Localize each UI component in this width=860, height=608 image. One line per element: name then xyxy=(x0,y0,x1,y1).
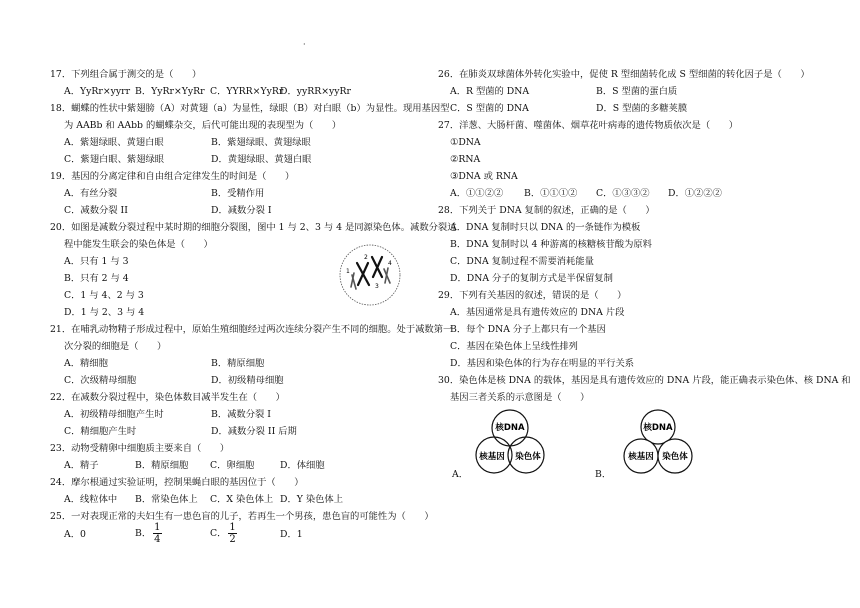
q27-item-3: ③DNA 或 RNA xyxy=(450,171,518,182)
q23-option-d[interactable]: D．体细胞 xyxy=(280,460,325,471)
q29-stem: 29．下列有关基因的叙述，错误的是（ ） xyxy=(438,290,627,301)
q30-stem-2: 基因三者关系的示意图是（ ） xyxy=(450,392,590,403)
fraction-c-numerator: 1 xyxy=(229,522,236,533)
q22-option-a[interactable]: A．初级精母细胞产生时 xyxy=(64,409,164,420)
q26-option-c[interactable]: C．S 型菌的 DNA xyxy=(450,103,529,114)
chromosome-label-4: 4 xyxy=(388,260,392,267)
q17-stem: 17．下列组合属于测交的是（ ） xyxy=(50,69,202,80)
q21-option-b[interactable]: B．精原细胞 xyxy=(211,358,265,369)
q18-option-d[interactable]: D．黄翅绿眼、黄翅白眼 xyxy=(211,154,312,165)
q25-stem: 25．一对表现正常的夫妇生有一患色盲的儿子，若再生一个男孩，患色盲的可能性为（ ） xyxy=(50,511,434,522)
q22-option-c[interactable]: C．精细胞产生时 xyxy=(64,426,137,437)
venn-a-gene-label: 核基因 xyxy=(479,452,505,462)
q27-option-b[interactable]: B．①①①② xyxy=(524,188,578,199)
q24-option-a[interactable]: A．线粒体中 xyxy=(64,494,118,505)
fraction-b-denominator: 4 xyxy=(154,534,161,545)
venn-diagram-b xyxy=(608,408,708,480)
q28-option-b[interactable]: B．DNA 复制时以 4 种游离的核糖核苷酸为原料 xyxy=(450,239,652,250)
q22-option-b[interactable]: B．减数分裂 I xyxy=(211,409,271,420)
q28-option-a[interactable]: A．DNA 复制时只以 DNA 的一条链作为模板 xyxy=(450,222,641,233)
q27-option-d[interactable]: D．①②②② xyxy=(668,188,722,199)
q24-stem: 24．摩尔根通过实验证明，控制果蝇白眼的基因位于（ ） xyxy=(50,477,304,488)
q19-option-c[interactable]: C．减数分裂 II xyxy=(64,205,128,216)
q27-item-1: ①DNA xyxy=(450,137,481,148)
chromosome-label-2: 2 xyxy=(364,254,368,261)
venn-a-dna-label: 核DNA xyxy=(495,423,525,433)
chromosome-label-3: 3 xyxy=(375,283,379,290)
fraction-b-numerator: 1 xyxy=(154,522,161,533)
q21-option-c[interactable]: C．次级精母细胞 xyxy=(64,375,137,386)
q27-option-c[interactable]: C．①③③② xyxy=(596,188,650,199)
q22-stem: 22．在减数分裂过程中，染色体数目减半发生在（ ） xyxy=(50,392,285,403)
q20-stem-2: 程中能发生联会的染色体是（ ） xyxy=(64,239,213,250)
q26-option-b[interactable]: B．S 型菌的蛋白质 xyxy=(596,86,678,97)
q25-option-a[interactable]: A．0 xyxy=(64,529,86,540)
q20-option-d[interactable]: D．1 与 2、3 与 4 xyxy=(64,307,145,318)
q27-stem: 27．洋葱、大肠杆菌、噬菌体、烟草花叶病毒的遗传物质依次是（ ） xyxy=(438,120,739,131)
q21-stem-2: 次分裂的细胞是（ ） xyxy=(64,341,167,352)
q23-option-a[interactable]: A．精子 xyxy=(64,460,99,471)
q22-option-d[interactable]: D．减数分裂 II 后期 xyxy=(211,426,297,437)
venn-diagram-a xyxy=(460,408,560,480)
q17-option-d[interactable]: D．yyRR×yyRr xyxy=(280,86,351,97)
q23-stem: 23．动物受精卵中细胞质主要来自（ ） xyxy=(50,443,230,454)
q30-option-a[interactable]: A． xyxy=(452,469,469,480)
venn-b-chromosome-label: 染色体 xyxy=(662,452,688,462)
q29-option-b[interactable]: B．每个 DNA 分子上都只有一个基因 xyxy=(450,324,606,335)
q28-stem: 28．下列关于 DNA 复制的叙述，正确的是（ ） xyxy=(438,205,655,216)
cell-division-diagram xyxy=(338,243,402,307)
q25-option-c-label: C． xyxy=(210,528,227,539)
venn-a-chromosome-label: 染色体 xyxy=(515,452,541,462)
q29-option-c[interactable]: C．基因在染色体上呈线性排列 xyxy=(450,341,578,352)
q28-option-c[interactable]: C．DNA 复制过程不需要消耗能量 xyxy=(450,256,594,267)
q26-option-a[interactable]: A．R 型菌的 DNA xyxy=(450,86,530,97)
q19-option-b[interactable]: B．受精作用 xyxy=(211,188,265,199)
venn-b-gene-label: 核基因 xyxy=(628,452,654,462)
q26-stem: 26．在肺炎双球菌体外转化实验中，促使 R 型细菌转化成 S 型细菌的转化因子是（ ） xyxy=(438,69,810,80)
chromosome-label-1: 1 xyxy=(346,268,350,275)
q18-option-c[interactable]: C．紫翅白眼、紫翅绿眼 xyxy=(64,154,165,165)
q27-option-a[interactable]: A．①①②② xyxy=(450,188,504,199)
q18-option-b[interactable]: B．紫翅绿眼、黄翅绿眼 xyxy=(211,137,311,148)
fraction-c-denominator: 2 xyxy=(229,534,236,545)
q19-stem: 19．基因的分离定律和自由组合定律发生的时间是（ ） xyxy=(50,171,295,182)
q27-item-2: ②RNA xyxy=(450,154,481,165)
q24-option-c[interactable]: C．X 染色体上 xyxy=(210,494,274,505)
q20-option-b[interactable]: B．只有 2 与 4 xyxy=(64,273,129,284)
fraction-one-quarter xyxy=(153,522,161,545)
q17-option-c[interactable]: C．YYRR×YyRr xyxy=(210,86,284,97)
q23-option-b[interactable]: B．精原细胞 xyxy=(135,460,189,471)
right-column xyxy=(430,0,860,608)
q24-option-b[interactable]: B．常染色体上 xyxy=(135,494,198,505)
q25-option-c[interactable] xyxy=(210,522,237,545)
q18-option-a[interactable]: A．紫翅绿眼、黄翅白眼 xyxy=(64,137,164,148)
q29-option-a[interactable]: A．基因通常是具有遗传效应的 DNA 片段 xyxy=(450,307,625,318)
q20-option-c[interactable]: C．1 与 4、2 与 3 xyxy=(64,290,144,301)
q19-option-d[interactable]: D．减数分裂 I xyxy=(211,205,272,216)
q23-option-c[interactable]: C．卵细胞 xyxy=(210,460,255,471)
q18-stem-2: 为 AABb 和 AAbb 的蝴蝶杂交，后代可能出现的表现型为（ ） xyxy=(64,120,342,131)
q21-option-a[interactable]: A．精细胞 xyxy=(64,358,108,369)
q25-option-d[interactable]: D．1 xyxy=(280,529,303,540)
q25-option-b[interactable] xyxy=(135,522,162,545)
q28-option-d[interactable]: D．DNA 分子的复制方式是半保留复制 xyxy=(450,273,613,284)
q29-option-d[interactable]: D．基因和染色体的行为存在明显的平行关系 xyxy=(450,358,635,369)
q25-option-b-label: B． xyxy=(135,528,152,539)
q30-stem-1: 30．染色体是核 DNA 的载体，基因是具有遗传效应的 DNA 片段，能正确表示染色体、核 DNA 和 xyxy=(438,375,851,386)
q21-stem-1: 21．在哺乳动物精子形成过程中，原始生殖细胞经过两次连续分裂产生不同的细胞。处于减数第一 xyxy=(50,324,453,335)
q17-option-b[interactable]: B．YyRr×YyRr xyxy=(135,86,205,97)
q30-option-b[interactable]: B． xyxy=(595,469,612,480)
q19-option-a[interactable]: A．有丝分裂 xyxy=(64,188,118,199)
fraction-one-half xyxy=(228,522,236,545)
q26-option-d[interactable]: D．S 型菌的多糖荚膜 xyxy=(596,103,688,114)
q18-stem-1: 18．蝴蝶的性状中紫翅膀（A）对黄翅（a）为显性，绿眼（B）对白眼（b）为显性。现用基因型 xyxy=(50,103,450,114)
venn-b-dna-label: 核DNA xyxy=(643,423,673,433)
q20-option-a[interactable]: A．只有 1 与 3 xyxy=(64,256,129,267)
q17-option-a[interactable]: A．YyRr×yyrr xyxy=(64,86,131,97)
header-dot: · xyxy=(303,40,306,49)
q24-option-d[interactable]: D．Y 染色体上 xyxy=(280,494,344,505)
q21-option-d[interactable]: D．初级精母细胞 xyxy=(211,375,284,386)
q20-stem-1: 20．如图是减数分裂过程中某时期的细胞分裂图，图中 1 与 2、3 与 4 是同源染色体。减数分裂过 xyxy=(50,222,457,233)
